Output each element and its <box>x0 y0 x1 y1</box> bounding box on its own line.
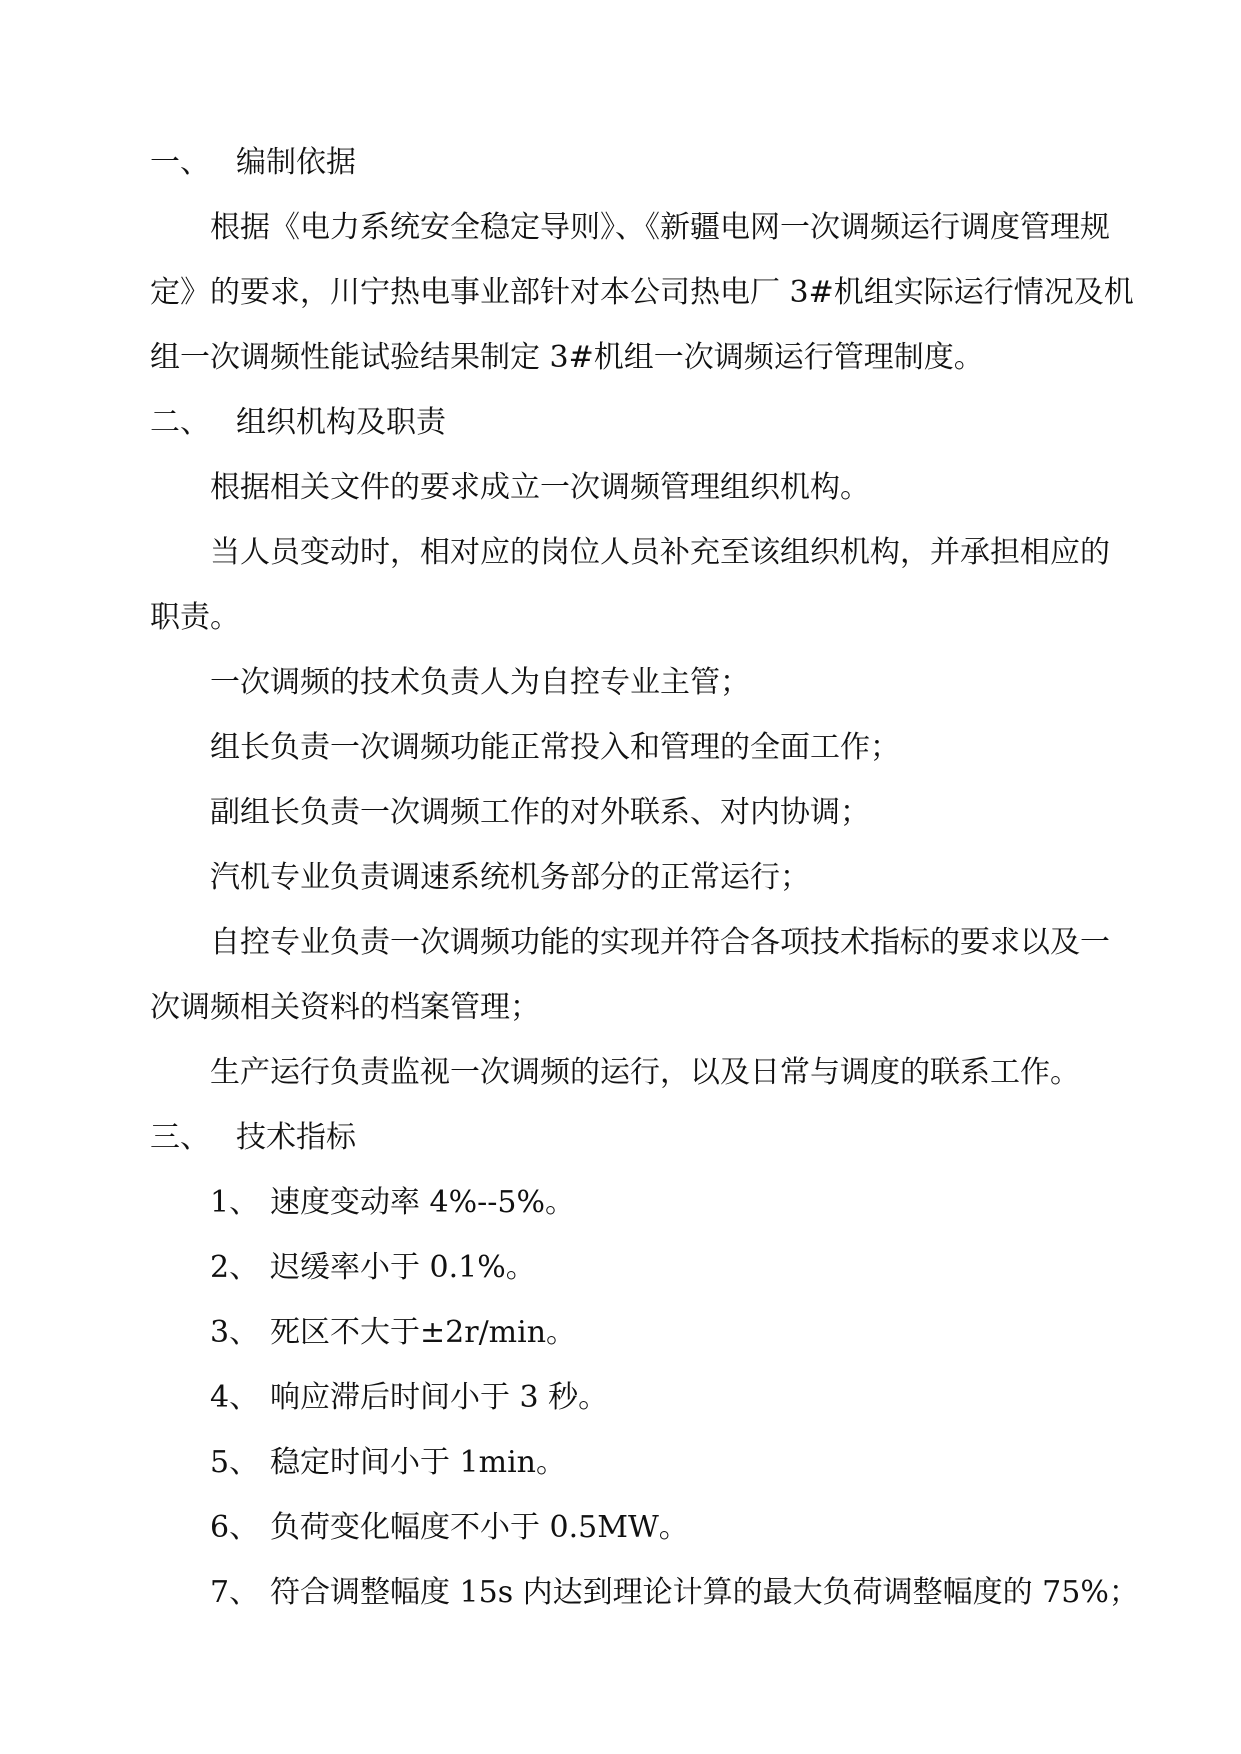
list-item <box>210 1445 1110 1481</box>
section-number: 一、 <box>150 145 210 180</box>
list-item-text: 稳定时间小于 1min。 <box>270 1445 566 1480</box>
paragraph-line: 当人员变动时，相对应的岗位人员补充至该组织机构，并承担相应的 <box>210 535 1110 570</box>
paragraph-line: 职责。 <box>150 600 240 635</box>
list-item-number: 7、 <box>210 1575 260 1610</box>
list-item-text: 负荷变化幅度不小于 0.5MW。 <box>270 1510 689 1545</box>
list-item-number: 2、 <box>210 1250 260 1285</box>
section-3-heading <box>150 1120 1110 1156</box>
section-title: 技术指标 <box>236 1120 356 1155</box>
section-number: 二、 <box>150 405 210 440</box>
list-item <box>210 1510 1110 1546</box>
paragraph-line: 次调频相关资料的档案管理； <box>150 990 540 1025</box>
list-item <box>210 1185 1110 1221</box>
paragraph-line: 定》的要求，川宁热电事业部针对本公司热电厂 3#机组实际运行情况及机 <box>150 275 1134 310</box>
list-item-number: 6、 <box>210 1510 260 1545</box>
paragraph-line: 组长负责一次调频功能正常投入和管理的全面工作； <box>210 730 900 765</box>
section-2-heading <box>150 405 1110 441</box>
list-item-text: 迟缓率小于 0.1%。 <box>270 1250 536 1285</box>
paragraph-line: 根据相关文件的要求成立一次调频管理组织机构。 <box>210 470 870 505</box>
list-item-text: 死区不大于±2r/min。 <box>270 1315 577 1350</box>
paragraph-line: 生产运行负责监视一次调频的运行，以及日常与调度的联系工作。 <box>210 1055 1080 1090</box>
list-item-text: 速度变动率 4%--5%。 <box>270 1185 575 1220</box>
list-item-text: 响应滞后时间小于 3 秒。 <box>270 1380 609 1415</box>
list-item-number: 1、 <box>210 1185 260 1220</box>
section-title: 编制依据 <box>236 145 356 180</box>
section-1-heading <box>150 145 1110 181</box>
list-item <box>210 1380 1110 1416</box>
list-item-text: 符合调整幅度 15s 内达到理论计算的最大负荷调整幅度的 75%； <box>270 1575 1139 1610</box>
paragraph-line: 一次调频的技术负责人为自控专业主管； <box>210 665 750 700</box>
list-item <box>210 1575 1139 1611</box>
paragraph-line: 根据《电力系统安全稳定导则》、《新疆电网一次调频运行调度管理规 <box>210 210 1110 245</box>
list-item-number: 4、 <box>210 1380 260 1415</box>
list-item-number: 3、 <box>210 1315 260 1350</box>
list-item-number: 5、 <box>210 1445 260 1480</box>
section-title: 组织机构及职责 <box>236 405 446 440</box>
paragraph-line: 副组长负责一次调频工作的对外联系、对内协调； <box>210 795 870 830</box>
list-item <box>210 1250 1110 1286</box>
paragraph-line: 汽机专业负责调速系统机务部分的正常运行； <box>210 860 810 895</box>
list-item <box>210 1315 1110 1351</box>
paragraph-line: 组一次调频性能试验结果制定 3#机组一次调频运行管理制度。 <box>150 340 984 375</box>
paragraph-line: 自控专业负责一次调频功能的实现并符合各项技术指标的要求以及一 <box>210 925 1110 960</box>
section-number: 三、 <box>150 1120 210 1155</box>
